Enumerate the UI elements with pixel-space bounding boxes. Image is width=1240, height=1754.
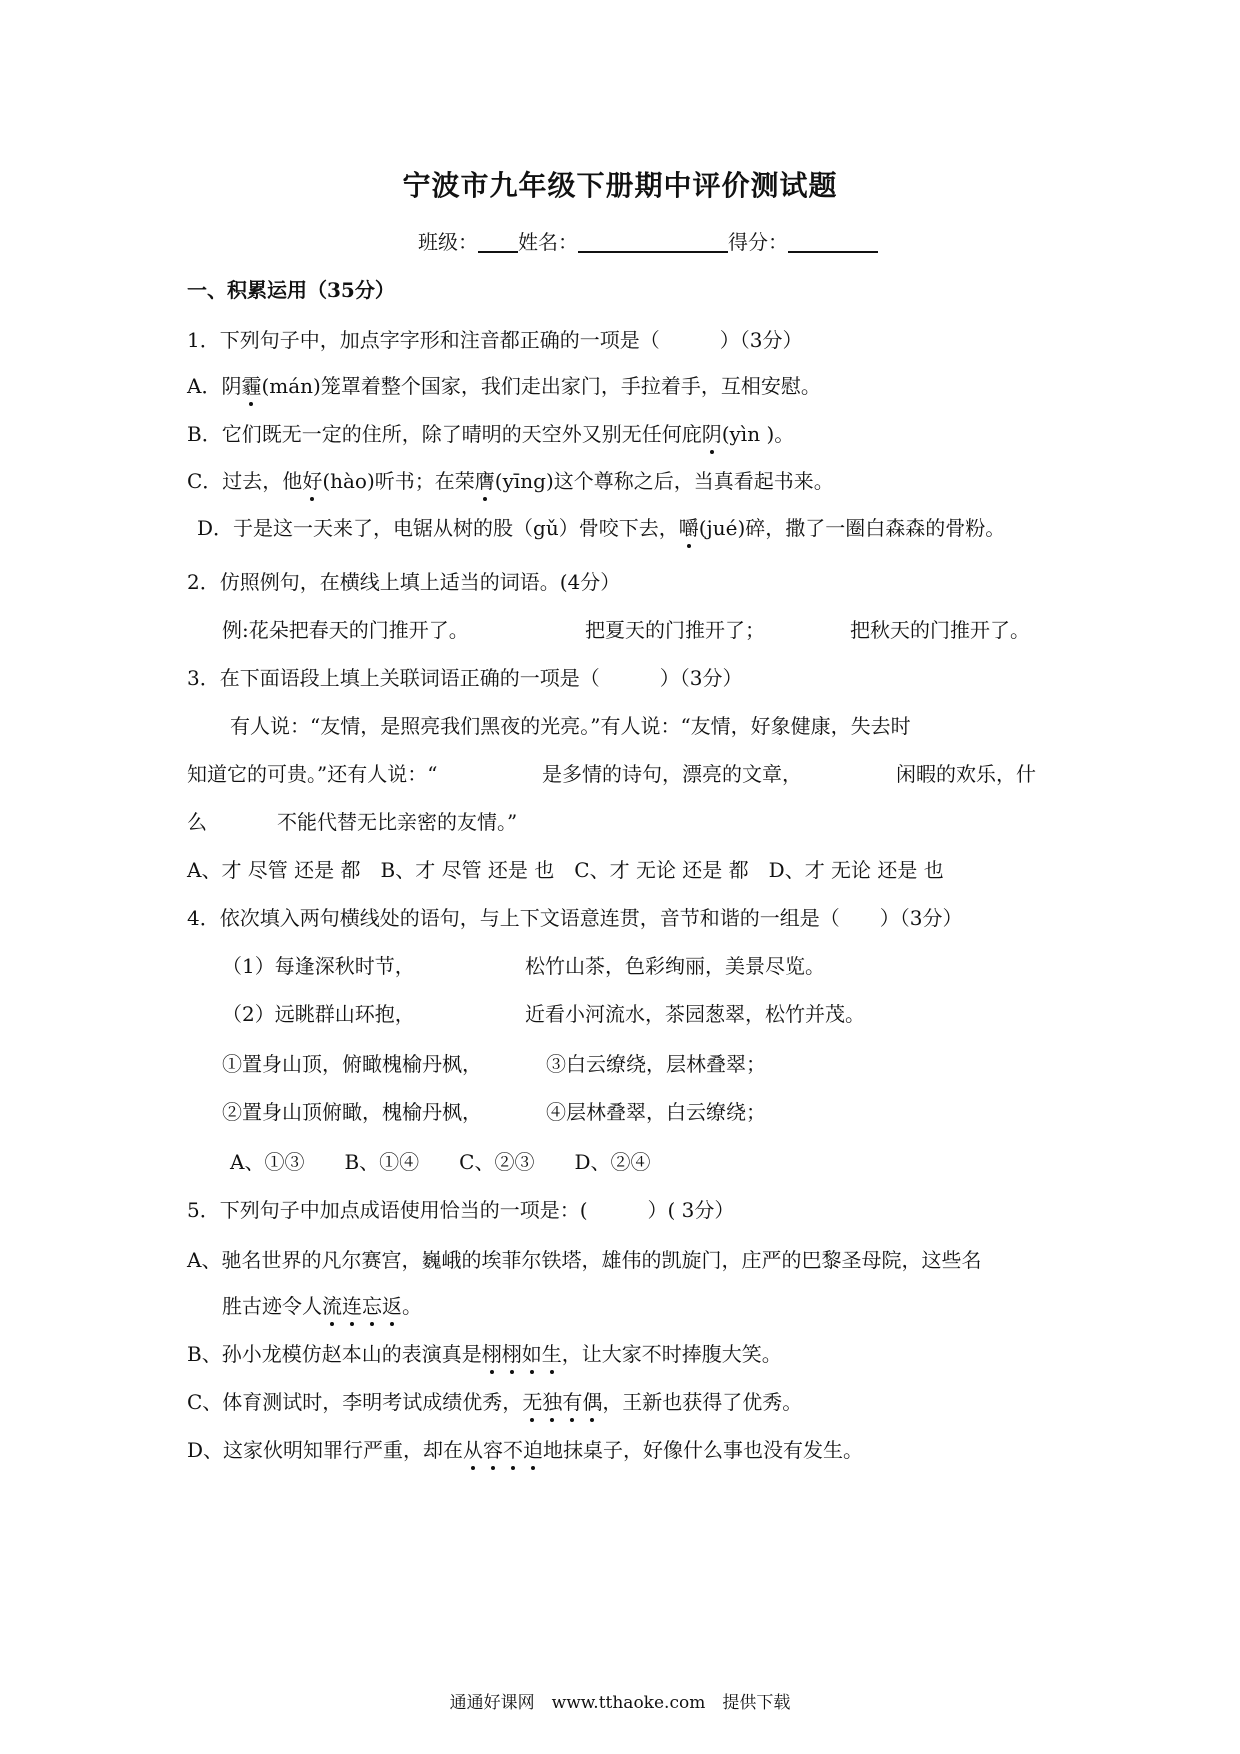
q5-option-b xyxy=(187,1340,782,1368)
text: D．于是这一天来了，电锯从树的股（gǔ）骨咬下去， xyxy=(197,516,679,540)
page-title: 宁波市九年级下册期中评价测试题 xyxy=(402,169,838,202)
q4-option1: ①置身山顶，俯瞰槐榆丹枫， xyxy=(222,1052,482,1076)
dotted-char: 返 xyxy=(382,1294,402,1318)
q3-passage-line3b: 不能代替无比亲密的友情。” xyxy=(277,810,518,834)
q3-passage-line2c: 闲暇的欢乐，什 xyxy=(896,762,1036,786)
q5-option-a-line2 xyxy=(222,1292,422,1320)
dotted-char: 膺 xyxy=(474,469,495,493)
dotted-char: 嚼 xyxy=(678,516,699,540)
dotted-char: 独 xyxy=(542,1390,563,1414)
dotted-char: 好 xyxy=(302,469,323,493)
q3-stem: 3．在下面语段上填上关联词语正确的一项是（ ）（3分） xyxy=(187,666,743,690)
text: ，让大家不时捧腹大笑。 xyxy=(561,1342,782,1366)
text: 胜古迹令人 xyxy=(222,1294,322,1318)
q4-stem: 4．依次填入两句横线处的语句，与上下文语意连贯，音节和谐的一组是（ ）（3分） xyxy=(187,906,963,930)
q2-example: 例:花朵把春天的门推开了。 xyxy=(222,618,469,642)
q1-option-d xyxy=(197,514,1005,542)
text: (jué)碎，撒了一圈白森森的骨粉。 xyxy=(698,516,1006,540)
dotted-char: 流 xyxy=(322,1294,342,1318)
q4-sentence1b: 松竹山茶，色彩绚丽，美景尽览。 xyxy=(525,954,825,978)
text: B．它们既无一定的住所，除了晴明的天空外又别无任何庇 xyxy=(187,422,702,446)
text: 。 xyxy=(402,1294,422,1318)
dotted-char: 有 xyxy=(562,1390,583,1414)
dotted-idiom xyxy=(322,1294,402,1318)
q5-option-c xyxy=(187,1388,802,1416)
dotted-char: 生 xyxy=(541,1342,562,1366)
q3-passage-line3a: 么 xyxy=(187,810,207,834)
dotted-char: 容 xyxy=(483,1438,504,1462)
name-blank xyxy=(578,231,728,253)
q1-option-b xyxy=(187,420,794,448)
text: (hào)听书；在荣 xyxy=(322,469,475,493)
text: 地抹桌子，好像什么事也没有发生。 xyxy=(543,1438,864,1462)
dotted-char: 偶 xyxy=(582,1390,603,1414)
text: D、这家伙明知罪行严重，却在 xyxy=(187,1438,464,1462)
footer-credit: 通通好课网 www.tthaoke.com 提供下载 xyxy=(449,1693,791,1713)
q3-passage-line2a: 知道它的可贵。”还有人说：“ xyxy=(187,762,438,786)
q4-sentence2b: 近看小河流水，茶园葱翠，松竹并茂。 xyxy=(525,1002,865,1026)
q2-part3: 把秋天的门推开了。 xyxy=(850,618,1030,642)
text: C．过去，他 xyxy=(187,469,303,493)
dotted-char: 阴 xyxy=(701,422,722,446)
q1-stem: 1．下列句子中，加点字字形和注音都正确的一项是（ ）（3分） xyxy=(187,328,803,352)
dotted-char: 不 xyxy=(503,1438,524,1462)
text: C、体育测试时，李明考试成绩优秀， xyxy=(187,1390,523,1414)
name-label: 姓名： xyxy=(518,230,578,254)
text: (yìn )。 xyxy=(721,422,795,446)
section-heading: 一、积累运用（35分） xyxy=(187,278,395,302)
q4-option2: ②置身山顶俯瞰，槐榆丹枫， xyxy=(222,1100,482,1124)
text: ，王新也获得了优秀。 xyxy=(602,1390,803,1414)
dotted-char: 迫 xyxy=(523,1438,544,1462)
text: B、孙小龙模仿赵本山的表演真是 xyxy=(187,1342,482,1366)
q5-option-d xyxy=(187,1436,863,1464)
class-label: 班级： xyxy=(418,230,478,254)
dotted-char: 无 xyxy=(522,1390,543,1414)
score-label: 得分： xyxy=(728,230,788,254)
q4-sentence2a: （2）远眺群山环抱， xyxy=(222,1002,415,1026)
text: (mán)笼罩着整个国家，我们走出家门，手拉着手，互相安慰。 xyxy=(261,374,821,398)
dotted-idiom xyxy=(522,1390,602,1414)
dotted-char: 栩 xyxy=(501,1342,522,1366)
dotted-char: 忘 xyxy=(362,1294,382,1318)
dotted-idiom xyxy=(463,1438,543,1462)
dotted-idiom xyxy=(482,1342,562,1366)
q2-stem: 2．仿照例句，在横线上填上适当的词语。(4分） xyxy=(187,570,621,594)
class-blank xyxy=(478,231,518,253)
dotted-char: 栩 xyxy=(481,1342,502,1366)
text: (yīng)这个尊称之后，当真看起书来。 xyxy=(494,469,834,493)
q3-options: A、才 尽管 还是 都 B、才 尽管 还是 也 C、才 无论 还是 都 D、才 无论 还是 也 xyxy=(187,858,944,882)
q4-option3: ③白云缭绕，层林叠翠； xyxy=(546,1052,766,1076)
student-info-line xyxy=(418,226,878,255)
q1-option-a xyxy=(187,372,821,400)
dotted-char: 霾 xyxy=(241,374,262,398)
dotted-char: 如 xyxy=(521,1342,542,1366)
q1-option-c xyxy=(187,467,834,495)
q2-part2: 把夏天的门推开了； xyxy=(585,618,765,642)
score-blank xyxy=(788,231,878,253)
q4-sentence1a: （1）每逢深秋时节， xyxy=(222,954,415,978)
q4-choices: A、①③ B、①④ C、②③ D、②④ xyxy=(230,1150,651,1174)
dotted-char: 从 xyxy=(463,1438,484,1462)
q3-passage-line2b: 是多情的诗句，漂亮的文章， xyxy=(542,762,802,786)
q5-stem: 5．下列句子中加点成语使用恰当的一项是：( ）( 3分） xyxy=(187,1198,735,1222)
dotted-char: 连 xyxy=(342,1294,362,1318)
q4-option4: ④层林叠翠，白云缭绕； xyxy=(546,1100,766,1124)
q3-passage-line1: 有人说：“友情，是照亮我们黑夜的光亮。”有人说：“友情，好象健康，失去时 xyxy=(230,714,911,738)
text: A．阴 xyxy=(187,374,242,398)
q5-option-a-line1: A、驰名世界的凡尔赛宫，巍峨的埃菲尔铁塔，雄伟的凯旋门，庄严的巴黎圣母院，这些名 xyxy=(187,1248,982,1272)
